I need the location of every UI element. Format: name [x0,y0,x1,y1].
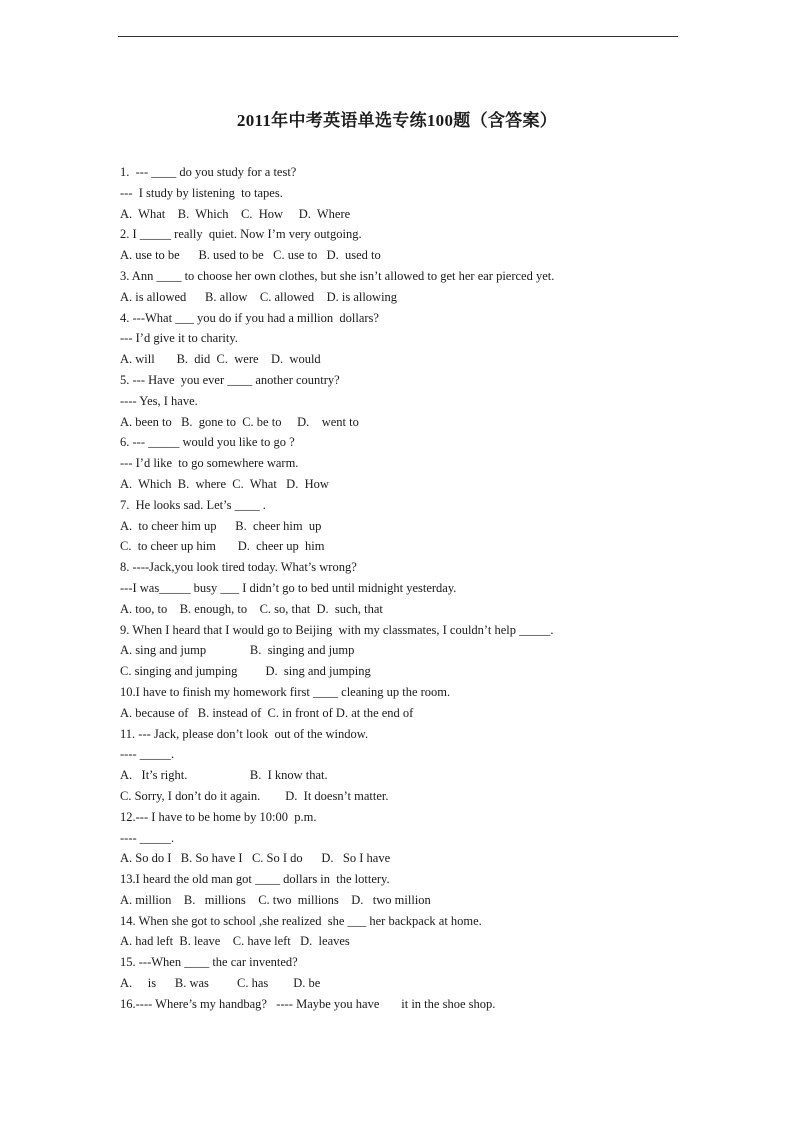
text-line: A. had left B. leave C. have left D. leaves [120,934,350,949]
text-line: 8. ----Jack,you look tired today. What’s wrong? [120,560,357,575]
text-line: A. Which B. where C. What D. How [120,476,329,491]
text-line: A. too, to B. enough, to C. so, that D. such, that [120,601,383,616]
text-line: A. use to be B. used to be C. use to D. used to [120,248,381,263]
text-line: A. What B. Which C. How D. Where [120,206,351,221]
text-line: --- I’d like to go somewhere warm. [120,456,299,471]
text-line: ---I was_____ busy ___ I didn’t go to bed until midnight yesterday. [120,580,457,595]
text-line: A. sing and jump B. singing and jump [120,643,355,658]
text-line: A. It’s right. B. I know that. [120,768,328,783]
text-line: ---- Yes, I have. [120,393,198,408]
text-line: 7. He looks sad. Let’s ____ . [120,497,266,512]
text-line: 11. --- Jack, please don’t look out of the window. [120,726,369,741]
text-line: A. million B. millions C. two millions D. two million [120,892,431,907]
question-list [120,162,720,1015]
text-line: 10.I have to finish my homework first ____ cleaning up the room. [120,684,451,699]
text-line: C. Sorry, I don’t do it again. D. It doesn’t matter. [120,788,389,803]
text-line: A. is B. was C. has D. be [120,976,321,991]
text-line: A. will B. did C. were D. would [120,352,321,367]
text-line: A. So do I B. So have I C. So I do D. So I have [120,851,391,866]
text-line: ---- _____. [120,747,175,762]
text-line: A. to cheer him up B. cheer him up [120,518,322,533]
text-line: A. been to B. gone to C. be to D. went to [120,414,359,429]
text-line: 5. --- Have you ever ____ another country? [120,372,340,387]
text-line: 16.---- Where’s my handbag? ---- Maybe you have it in the shoe shop. [120,996,496,1011]
text-line: A. is allowed B. allow C. allowed D. is allowing [120,289,398,304]
text-line: 15. ---When ____ the car invented? [120,955,298,970]
text-line: 13.I heard the old man got ____ dollars in the lottery. [120,872,390,887]
header-rule [118,36,678,37]
text-line: --- I study by listening to tapes. [120,185,283,200]
text-line: C. singing and jumping D. sing and jumping [120,664,371,679]
text-line: 9. When I heard that I would go to Beijing with my classmates, I couldn’t help _____. [120,622,554,637]
page-title: 2011年中考英语单选专练100题（含答案） [236,111,558,130]
text-line: 1. --- ____ do you study for a test? [120,165,297,179]
text-line: 14. When she got to school ,she realized she ___ her backpack at home. [120,913,482,928]
text-line: A. because of B. instead of C. in front of D. at the end of [120,705,414,720]
text-line: ---- _____. [120,830,175,845]
text-line: 12.--- I have to be home by 10:00 p.m. [120,809,317,824]
text-line: --- I’d give it to charity. [120,331,238,346]
text-line: 4. ---What ___ you do if you had a million dollars? [120,310,379,325]
text-line: 3. Ann ____ to choose her own clothes, but she isn’t allowed to get her ear pierced yet. [120,268,555,283]
text-line: 6. --- _____ would you like to go ? [120,435,295,450]
text-line: C. to cheer up him D. cheer up him [120,539,325,554]
text-line: 2. I _____ really quiet. Now I’m very outgoing. [120,227,362,242]
